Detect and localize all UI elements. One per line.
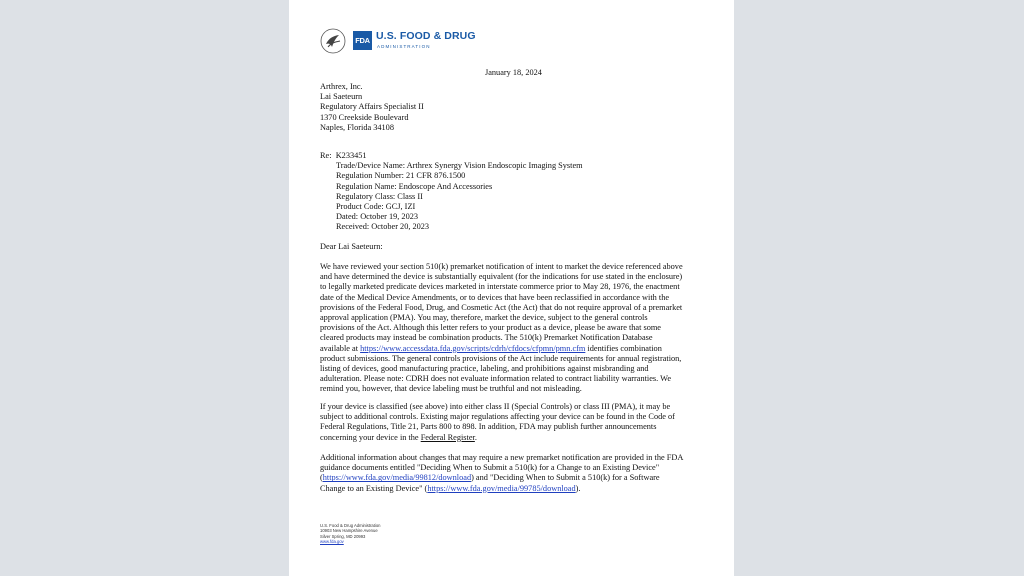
submission-number: K233451 [335, 151, 367, 160]
letter-date: January 18, 2024 [485, 68, 542, 77]
recipient-line: Naples, Florida 34108 [320, 122, 394, 132]
re-detail: Regulation Name: Endoscope And Accessories [336, 181, 493, 191]
text-line: remind you, however, that device labeling must be truthful and not misleading. [320, 384, 582, 394]
footer-line [320, 539, 381, 544]
text-fragment: ) and "Deciding When to Submit a 510(k) for a Software [471, 473, 660, 483]
text-line: product submissions. The general controls provisions of the Act include requirements for annual registration, [320, 353, 682, 363]
re-detail: Regulatory Class: Class II [336, 191, 423, 201]
text-line: Additional information about changes that may require a new premarket notification are provided in the FDA [320, 453, 684, 462]
footer-line: U.S. Food & Drug Administration [320, 523, 381, 528]
re-detail: Dated: October 19, 2023 [336, 212, 419, 222]
text-line: to legally marketed predicate devices marketed in interstate commerce prior to May 28, 1976, the enactment [320, 282, 680, 292]
text-line: If your device is classified (see above) into either class II (Special Controls) or class III (PMA), it may be [320, 402, 671, 411]
recipient-line: 1370 Creekside Boulevard [320, 112, 409, 122]
re-label: Re: [320, 151, 332, 160]
guidance-software-change-link[interactable]: https://www.fda.gov/media/99785/download [427, 483, 576, 493]
text-line: adulteration. Please note: CDRH does not evaluate information related to contract liability warranties. We [320, 374, 671, 384]
text-line [320, 344, 683, 354]
text-fragment: . [474, 432, 477, 442]
text-line: guidance documents entitled "Deciding When to Submit a 510(k) for a Change to an Existing Device" [320, 463, 660, 473]
text-fragment: ). [575, 483, 581, 493]
paragraph-guidance [320, 453, 683, 494]
footer-line: 10903 New Hampshire Avenue [320, 528, 378, 534]
federal-register-link[interactable]: Federal Register [420, 432, 475, 442]
text-fragment: available at [320, 343, 361, 353]
fda-website-link[interactable]: www.fda.gov [320, 539, 344, 545]
agency-title: U.S. FOOD & DRUG [376, 30, 476, 42]
footer-line: Silver Spring, MD 20993 [320, 533, 366, 539]
re-line [320, 151, 583, 161]
salutation: Dear Lai Saeteurn: [320, 242, 383, 251]
re-detail: Trade/Device Name: Arthrex Synergy Vision Endoscopic Imaging System [336, 161, 583, 171]
footer-address [320, 523, 381, 545]
text-line: provisions of the Act. Although this letter refers to your product as a device, please be aware that some [320, 323, 661, 333]
re-block [320, 151, 583, 233]
re-detail: Product Code: GCJ, IZI [336, 202, 416, 212]
text-line: and have determined the device is substantially equivalent (for the indications for use stated in the enclosure) [320, 272, 683, 282]
guidance-device-change-link[interactable]: https://www.fda.gov/media/99812/download [322, 473, 472, 483]
paragraph-clearance [320, 262, 683, 395]
text-fragment: concerning your device in the [320, 432, 421, 442]
text-line: listing of devices, good manufacturing practice, labeling, and prohibitions against misbranding and [320, 364, 649, 374]
text-line: We have reviewed your section 510(k) premarket notification of intent to market the device referenced above [320, 262, 683, 271]
text-line: subject to additional controls. Existing major regulations affecting your device can be found in the Code of [320, 412, 675, 422]
text-line [320, 473, 683, 483]
re-detail: Regulation Number: 21 CFR 876.1500 [336, 171, 466, 181]
text-line [320, 484, 683, 494]
text-fragment: identifies combination [585, 343, 662, 353]
text-line: approval application (PMA). You may, therefore, market the device, subject to the general controls [320, 313, 648, 323]
text-line: date of the Medical Device Amendments, or to devices that have been reclassified in accordance with the [320, 292, 670, 302]
hhs-seal-icon [320, 28, 346, 54]
recipient-line: Regulatory Affairs Specialist II [320, 102, 424, 112]
re-detail: Received: October 20, 2023 [336, 222, 430, 232]
recipient-address [320, 82, 424, 133]
text-fragment: Change to an Existing Device" ( [320, 483, 428, 493]
recipient-line: Lai Saeteurn [320, 92, 363, 102]
paragraph-controls [320, 402, 675, 443]
text-fragment: ( [320, 473, 323, 483]
recipient-line: Arthrex, Inc. [320, 82, 363, 91]
pmn-database-link[interactable]: https://www.accessdata.fda.gov/scripts/cdrh/cfdocs/cfpmn/pmn.cfm [360, 343, 586, 353]
fda-logo-badge: FDA [353, 31, 372, 50]
letter-page [289, 0, 734, 576]
text-line: Federal Regulations, Title 21, Parts 800 to 898. In addition, FDA may publish further announcements [320, 422, 657, 432]
text-line [320, 433, 675, 443]
agency-subtitle: ADMINISTRATION [377, 44, 431, 49]
text-line: provisions of the Federal Food, Drug, and Cosmetic Act (the Act) that do not require approval of a premarket [320, 302, 683, 312]
text-line: cleared products may instead be combination products. The 510(k) Premarket Notification Database [320, 333, 653, 343]
